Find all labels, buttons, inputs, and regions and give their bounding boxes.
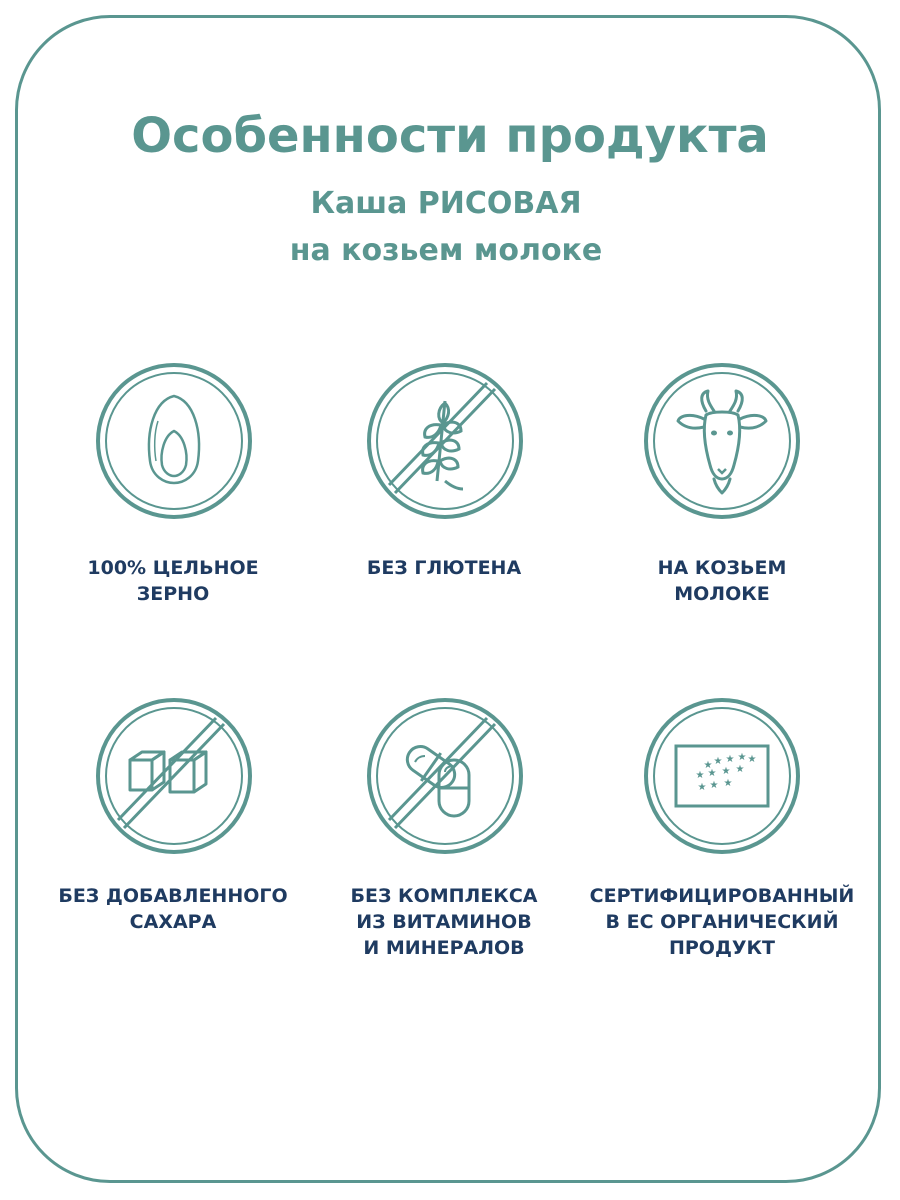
eu-organic-leaf-icon	[642, 696, 802, 856]
grain-icon	[94, 361, 254, 521]
svg-text:★: ★	[747, 754, 757, 765]
svg-text:★: ★	[697, 782, 707, 793]
svg-text:★: ★	[703, 760, 713, 771]
product-variant: на козьем молоке	[289, 233, 603, 268]
feature-label-gluten-free: БЕЗ ГЛЮТЕНА	[366, 557, 522, 579]
svg-text:★: ★	[707, 768, 717, 779]
feature-label-eu-organic: СЕРТИФИЦИРОВАННЫЙ В ЕС ОРГАНИЧЕСКИЙ ПРОДУКТ	[589, 885, 855, 959]
svg-text:★: ★	[695, 770, 705, 781]
svg-text:★: ★	[725, 754, 735, 765]
goat-icon	[642, 361, 802, 521]
svg-text:★: ★	[737, 752, 747, 763]
svg-text:★: ★	[709, 780, 719, 791]
svg-text:★: ★	[735, 764, 745, 775]
no-sugar-cubes-icon	[94, 696, 254, 856]
page-title: Особенности продукта	[131, 108, 769, 164]
no-wheat-icon	[365, 361, 525, 521]
svg-text:★: ★	[721, 766, 731, 777]
feature-label-no-added-sugar: БЕЗ ДОБАВЛЕННОГО САХАРА	[58, 885, 288, 933]
no-vitamin-capsules-icon	[365, 696, 525, 856]
feature-label-whole-grain: 100% ЦЕЛЬНОЕ ЗЕРНО	[87, 557, 259, 605]
svg-text:★: ★	[723, 778, 733, 789]
feature-label-no-vitamin-complex: БЕЗ КОМПЛЕКСА ИЗ ВИТАМИНОВ И МИНЕРАЛОВ	[350, 885, 538, 959]
svg-text:★: ★	[713, 756, 723, 767]
feature-label-goat-milk: НА КОЗЬЕМ МОЛОКЕ	[657, 557, 787, 605]
product-name: Каша РИСОВАЯ	[310, 186, 582, 221]
